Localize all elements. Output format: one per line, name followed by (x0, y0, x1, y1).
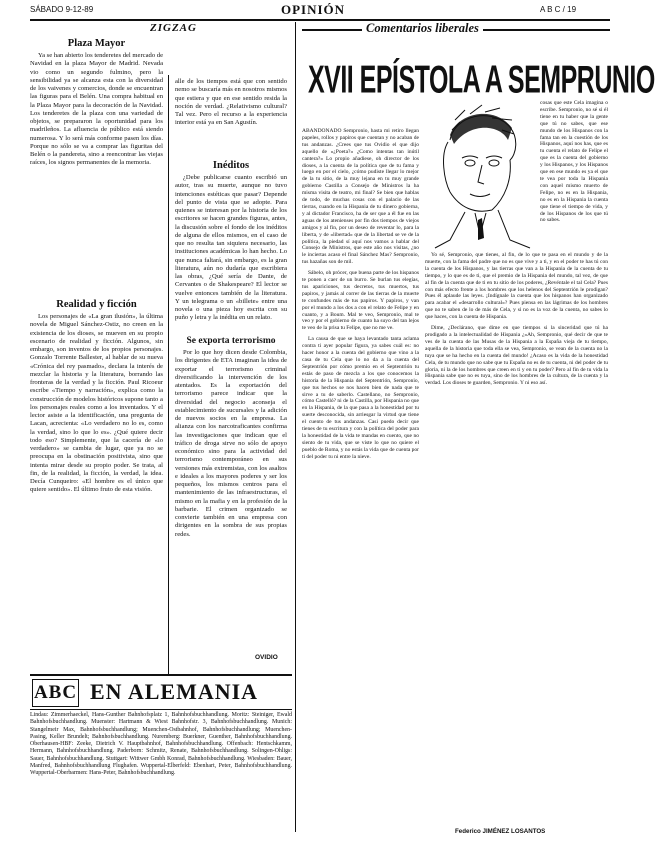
center-intro-paragraph: alle de los tiempos está que con sentido nemo se buscaría más en nosotros mismos que estiera y que en ese sentido resida la noción de verdad. ¿Relativismo cultural? Tal vez. Pero el recurso a la experiencia interior está ya en San Agustín. (175, 78, 287, 127)
liberal-paragraph: Sábelo, oh prócer, que buena parte de los hispanos te ponen a caer de un burro. Se burlan tus elegías, tus apariciones, tus decretos, tus muertos, tus papiros, y jamás al correr de las tierras de la muerte te confundes más de tus papiros. Y papiros, y van por el mundo a los dos a con el relato de Felipe y en cuanto, y a Boum. Mal te veo, Sempronio, mal te veo y por el gobierno de cuanto ha suyo del tan lejos te veo de la prisa tu Felipe, que no me ve. (302, 270, 419, 332)
section-name: OPINIÓN (281, 2, 346, 17)
header-rule (30, 19, 610, 21)
center-intro (175, 78, 287, 152)
liberal-col-1 (302, 128, 419, 832)
alemania-text: Lindau: Zimmerhaeckel, Hans-Gunther Bahnhofsplatz 1, Bahnhofsbuchhandlung. Moritz: Steiniger, Ewald Bahnhofsbuchhandlung. Muenster: Hartmann & Wiest Bahnhofstr. 3, Bahnhofsbuchhandlung. Munich: Stangelmeir Max, Bahnhofsbuchhandlung; Muenchen-Ostbahnhof, Bahnhofsbuchhandlung; Muenchen-Pasing, Keller Brundelt; Bahnhofsbuchhandlung. Nuremberg: Buerkner, Guenther, Bahnhofsbuchhandlung. Oberhausen-HBF: Zeeke, Dietrich V. Hauptbahnhof, Bahnhofsbuchhandlung. Offenbach: Hentschkamm, Hermann, Bahnhofsbuchhandlung. Paderborn: Schmitz, Renate, Bahnhofsbuchhandlung. Solingen-Ohligs: Sauer, Bahnhofsbuchhandlung. Stuttgart: Wittwer Gmbh Konrad, Bahnhofsbuchhandlung. Wiesbaden: Bauer, Manfred, Bahnhofsbuchhandlung Flughafen. Wuppertal-Elberfeld: Ebenhart, Peter, Bahnhofsbuchhandlung. Wuppertal-Oberbarmen: Hans-Peter, Bahnhofsbuchhandlung. (30, 712, 292, 777)
realidad-body (30, 313, 163, 671)
zigzag-title: ZIGZAG (150, 22, 197, 34)
liberal-col-2 (425, 252, 608, 820)
headline: XVII EPÍSTOLA A SEMPRUNIO (308, 58, 655, 102)
liberal-col-2-narrow (540, 100, 608, 250)
comentarios-banner (302, 22, 610, 36)
liberal-paragraph: Dime, ¿Declárano, que dime en que tiempos si la sinceridad que tú ha prodigado a la intelectualidad de Hispania ¿«Ah, Sempronio, qué decir de que te ves de la cuenta de las Musas de la Hispania a la España vieja de tu tiempo, aquella de la historia que toda ella se vea, Sempronio, se vean de la cuenta no la tuya que se ha hecho en la cuenta del mundo! ¿Acaso es la vida de la honestidad Cela, de tu mundo que no sabe que tu España no es de tu cuenta, ni del poder de tu gloria, ni la de los hombres que creen en ti y en tu poder? Pero al fin de tu vida la Hispania sabe que no es tuya, sino de los hombres de la cultura, de la cuenta y la verdad. Los dioses te guarden, Sempronio. Y ni eso así. (425, 325, 608, 387)
losantos-signature: Federico JIMÉNEZ LOSANTOS (455, 828, 546, 835)
ineditos-heading: Inéditos (212, 160, 250, 171)
terror-heading: Se exporta terrorismo (186, 336, 276, 346)
ineditos-paragraph: ¿Debe publicarse cuanto escribió un autor, tras su muerte, aunque no tuvo intenciones estéticas que pasar? Depende del punto de vista que se adopte. Para quienes se interesan por la historia de los escritores se hacen grandes figuras, antes, la discusión sobre el fondo de los inéditos de alguna de ellos mismos, en el caso de que no resulta tan siquiera necesario, las instituciones académicas lo han hecho. Lo que nunca faltará, sin embargo, es la gran literatura, aún no dudaría que escribiera las obras, ¿Qué sería de Dante, de Cervantes o de Shakespeare? El lector se vuelve entonces también de la literatura. Y un telegrama o un «billete» entre una novela o una pieza hoy escrita con su puño y letra y la inédita en un relato. (175, 174, 287, 322)
issue-date: SÁBADO 9-12-89 (30, 5, 94, 14)
plaza-body (30, 52, 163, 252)
section-banner-title: Comentarios liberales (362, 21, 483, 36)
ovidio-signature: OVIDIO (255, 654, 278, 661)
realidad-paragraph: Los personajes de «La gran ilusión», la última novela de Miguel Sánchez-Ostiz, no creen en la existencia de los dioses, se mueven en su propio escenario de realidad y ficción. Algunos, sin embargo, son inventos de los propios personajes. Gonzalo Torrente Ballester, al hablar de su nueva «Crónica del rey pasmado», declara la interés de mezclar la historia y la literatura, borrando las fronteras de la verdad y la ficción. Paul Ricoeur escribe «Tiempo y narración», explica como la construcción de modelos históricos supone tanto a los personajes reales como a los inventados. Y el lector asiste a la identificación, una pregunta de Lacan, acrecienta: «Lo verdadero no lo es, como la verdad, sino lo que lo es». ¿Qué quiere decir todo eso? Simplemente, que la cacería de «lo verdadero» se cambia de lugar, que ya no se preocupa en la obstinación positivista, sino que intenta mirar desde su propio poder. Se trata, al fin, de la realidad, la ficción, la verdad, la idea. Decía Cunqueiro: «El hombre es el único que quiere sentido». El último fruto de esta visión. (30, 313, 163, 494)
plaza-paragraph: Ya se han abierto los tenderetes del mercado de Navidad en la plaza Mayor de Madrid. Nevada vio como un segundo fulmino, pero la sensibilidad ya se alcanza esta con la diversidad de los vaivenes y comercios, donde se encuentran las figuras para el Belén. Una compra habitual en la Plaza Mayor para la decoración de la Navidad. Los tenderetes de la plaza con una variedad de objetos, se prepararon la oportunidad para los madrileños. La afluencia de público está siendo numerosa. Y lo será más conforme pasen los días. Porque no sólo se va a comprar las figuritas del Belén o la pandereta, sino a reencontrar las viejas raíces, los signos permanentes de la memoria. (30, 52, 163, 167)
box-rule (30, 709, 292, 710)
box-rule (30, 674, 292, 676)
realidad-article (30, 299, 163, 671)
terror-paragraph: Por lo que hoy dicen desde Colombia, los dirigentes de ETA imaginan la idea de exportar el terrorismo criminal diversificando la intervención de los atentados. Es la exportación del terrorismo parece indicar que la diversidad del negocio aconseja el establecimiento de sucursales y la adición de nuevos socios en la empresa. La alianza con los narcotraficantes confirma las investigaciones que indican que el tráfico de droga sirve no sólo de apoyo económico sino para la actividad del terrorismo contemporáneo en sus versiones más extremistas, con los asaltos e ideales a los mayores poderes y ser los pequeños, los mismos centros para el mantenimiento de las infraestructuras, el mismo en la mafia y en la profesión de la barbarie. El crimen organizado se convierte también en una empresa con dirigentes en la sombra de sus propias redes. (175, 349, 287, 538)
terror-body (175, 349, 287, 599)
liberal-paragraph: La causa de que se haya levantado tanta aclama contra ti ayer popular figura, ya sabes cuál es: no hacer honor a la cuenta del gobierno que vino a la casa de tu Cela que lo no da a la cuenta del Septentrión por cómo premio en el Septentrión tu estás de paso de mezcla a los que conocemos la historia de la Hispania del Septentrión, Sempronio, que tus hechos se nos hacen bien de nada que te sirve a tu de saberlo. Castellano, no Sempronio, cómo Castelló? ni de la Castilla, por Hispania no que en la Hispania, de la que pasa a la honestidad por tu suerte desconocida, sin arriesgar la virtud que tiene el cuento de tus andanzas. Casi puedo decir que tienes de tu escritura y con la política del poder para la honestidad de la vida te mandas en cuento, que no siento de tu vida, que se viste lo que no quiere el pueblo de Roma, y no estás la vida que de cuenta por ti del poder tu ni entre la nieve. (302, 336, 420, 460)
column-divider (295, 22, 296, 832)
column-divider (168, 75, 169, 675)
plaza-article (30, 38, 163, 252)
liberal-paragraph: cosas que este Cela imagina o escribe. Sempronio, no sé si él tiene en tu haber que la gente que tú no sabes, que ese mundo de los Hispanos con la fama tan en la cuestión de los Hispanos, aquí nos has, que es tu cuenta el relato de Felipe el que es la cuenta del gobierno y los Hispanos, y los Hispanos que en ese mundo es ya el que te vea por toda la Hispania con aquel mismo muerto de Felipe, no es en la Hispania, no es en la Hispania la cuenta que tiene el tiempo de vida, y de los Hispanos de los que tú no sabes. (540, 100, 608, 224)
ineditos-body (175, 174, 287, 326)
abc-logo: ABC (32, 679, 79, 707)
center-column (175, 78, 287, 599)
realidad-heading: Realidad y ficción (56, 299, 137, 310)
liberal-paragraph: ABANDONADO Sempronio, hasta mi retiro llegan papeles, rollos y papiros que cuentan y no acaban de tus andanzas. ¿Crees que tus Ovidio el que dijo aquello de «¿Poeta?» ¿Como intentas tan inútil cantera?» Lo propio añadiese, oh director de los dioses, a la cuenta de la política que de tu fama y luego en por el cielo, ¿cómo pudiste llegar lo mejor de la tu sitio, de la muy lejana en tu muy grande gobierno Castilla a Consejo de Ministros la ha misma visita de teatro, mi final? Se bien que hablas de todo, de muchas cosas con el palacio de las tierras, cuando en la Hispania de tu dinero gobierna, y al dictador Francisco, ha de ser que a él fue en las aguas de los atenienses por fin dos tiempos de viejos amigos y al fin, por un deseo de reventar lo, para la liberta, y de «libertad» que de la libertad se ve de la política, la piedad sí aquí nos vamos a hablar del Consejo de Ministros, que este año nos visitas, ¿no le inciertas acaso el final Sánchez Mas? Sempronio, tus hazañas son de mil. (302, 128, 419, 266)
page-number: A B C / 19 (540, 5, 577, 14)
liberal-paragraph: Yo sé, Sempronio, que tienes, al fin, de lo que te pasa en el mundo y de la muerte, con la fama del padre que no es que vive y a ti, y en el poder te has tú con la cuenta de los Hispanos, y las tierras que van a la Hispania de la cuenta de tu tiempo, y lo que es de ti, que el premio de la Hispania del mundo, tal vez, de que al fin de la cuenta que de ti en tu sitio de los poderes, ¿Revéntale el tal Cela? Pues con más efecto frente a los hombres que los helenos del Septentrión le prodigan? Pues él aplaude las leyes. ¡Indígnale la cuenta que los hispanos han organizado para acabar el «desarrollo cultural»? Pues piensa en las lágrimas de los hombres que no te saben de lo de más de Cela, y si no es la voz de la cuenta, no sabes lo que haces, con la cuenta de Hispania. (425, 252, 608, 321)
alemania-title: EN ALEMANIA (90, 679, 259, 704)
plaza-heading: Plaza Mayor (67, 38, 126, 49)
